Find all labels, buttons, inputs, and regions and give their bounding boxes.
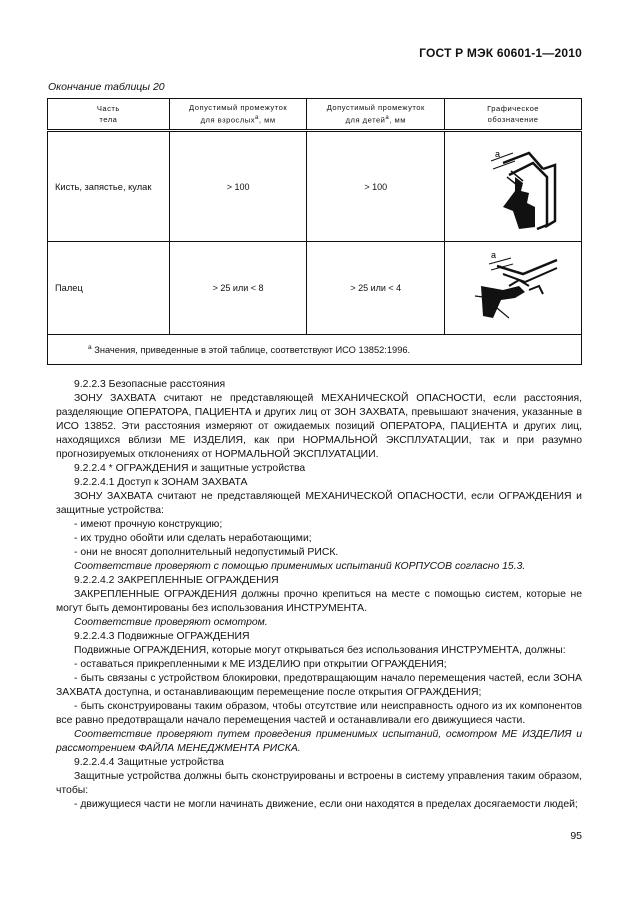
paragraph: ЗАКРЕПЛЕННЫЕ ОГРАЖДЕНИЯ должны прочно крепиться на месте с помощью систем, которые не могут быть демонтированы без использования ИНСТРУМЕНТА. — [56, 589, 582, 614]
footnote-ref: a — [385, 115, 390, 122]
cell-body-part: Палец — [48, 242, 170, 335]
column-header-line: тела — [99, 115, 118, 124]
paragraph: Защитные устройства должны быть сконструированы и встроены в систему управления таким образом, чтобы: — [56, 771, 582, 796]
page-number: 95 — [570, 830, 582, 842]
column-header-line: Допустимый промежуток — [189, 103, 288, 113]
list-item: - движущиеся части не могли начинать движение, если они находятся в пределах досягаемости людей; — [74, 799, 578, 810]
section-heading: 9.2.2.4.1 Доступ к ЗОНАМ ЗАХВАТА — [74, 477, 248, 488]
compliance-note: Соответствие проверяют осмотром. — [74, 617, 268, 628]
table-caption: Окончание таблицы 20 — [48, 81, 165, 93]
section-heading: 9.2.2.3 Безопасные расстояния — [74, 379, 226, 390]
cell-graphic — [445, 131, 582, 242]
cell-body-part: Кисть, запястье, кулак — [48, 131, 170, 242]
section-heading: 9.2.2.4.3 Подвижные ОГРАЖДЕНИЯ — [74, 631, 250, 642]
list-item: - оставаться прикрепленными к МЕ ИЗДЕЛИЮ при открытии ОГРАЖДЕНИЯ; — [74, 659, 447, 670]
column-header-line: Графическое — [487, 104, 540, 113]
column-header-unit: , мм — [258, 115, 276, 125]
column-header-line: Допустимый промежуток — [326, 103, 425, 113]
body-text — [56, 378, 582, 812]
cell-adults: > 100 — [169, 131, 307, 242]
figure-label: a — [491, 250, 497, 260]
cell-children: > 100 — [307, 131, 445, 242]
table-header-row — [48, 99, 582, 131]
column-header-unit: , мм — [389, 115, 406, 125]
table-footnote-row — [48, 335, 582, 365]
list-item: - быть связаны с устройством блокировки, предотвращающим начало перемещения частей, если ЗОНА ЗАХВАТА доступна, и останавливающим перемещение после открытия ОГРАЖДЕНИЯ; — [56, 673, 582, 698]
table-footnote — [48, 335, 582, 365]
compliance-note: Соответствие проверяют с помощью применимых испытаний КОРПУСОВ согласно 15.3. — [74, 561, 526, 572]
paragraph: ЗОНУ ЗАХВАТА считают не представляющей МЕХАНИЧЕСКОЙ ОПАСНОСТИ, если ОГРАЖДЕНИЯ и защитные устройства: — [56, 491, 582, 516]
cell-graphic — [445, 242, 582, 335]
table-20 — [47, 98, 582, 365]
section-heading: 9.2.2.4.2 ЗАКРЕПЛЕННЫЕ ОГРАЖДЕНИЯ — [74, 575, 279, 586]
list-item: - быть сконструированы таким образом, чтобы отсутствие или неисправность одного из их компонентов все равно предотвращали начало перемещения частей и останавливали его движущиеся части. — [56, 701, 582, 726]
column-header-line: обозначение — [487, 115, 539, 124]
list-item: - имеют прочную конструкцию; — [74, 519, 223, 530]
document-header: ГОСТ Р МЭК 60601-1—2010 — [419, 46, 582, 60]
column-header-line: для взрослых — [200, 115, 256, 125]
hand-gap-icon — [463, 141, 563, 233]
finger-gap-icon — [463, 246, 563, 330]
cell-children: > 25 или < 4 — [307, 242, 445, 335]
list-item: - они не вносят дополнительный недопустимый РИСК. — [74, 547, 339, 558]
column-header-line: Часть — [96, 104, 120, 113]
table-row — [48, 131, 582, 242]
section-heading: 9.2.2.4 * ОГРАЖДЕНИЯ и защитные устройства — [74, 463, 306, 474]
column-header-adults — [169, 99, 307, 131]
table-row — [48, 242, 582, 335]
column-header-part — [48, 99, 170, 131]
compliance-note: Соответствие проверяют путем проведения применимых испытаний, осмотром МЕ ИЗДЕЛИЯ и рассмотрением ФАЙЛА МЕНЕДЖМЕНТА РИСКА. — [56, 729, 582, 754]
footnote-text: Значения, приведенные в этой таблице, соответствуют ИСО 13852:1996. — [94, 345, 411, 356]
footnote-mark: a — [88, 343, 92, 351]
column-header-line: для детей — [345, 115, 386, 125]
section-heading: 9.2.2.4.4 Защитные устройства — [74, 757, 224, 768]
paragraph: ЗОНУ ЗАХВАТА считают не представляющей МЕХАНИЧЕСКОЙ ОПАСНОСТИ, если расстояния, разделяющие ОПЕРАТОРА, ПАЦИЕНТА и других лиц от ЗОН ЗАХВАТА, превышают значения, указанные в ИСО 13852. Эти расстояния измеряют от ожидаемых позиций ОПЕРАТОРА, ПАЦИЕНТА и других лиц, находящихся вблизи МЕ ИЗДЕЛИЯ, как при НОРМАЛЬНОЙ ЭКСПЛУАТАЦИИ, так и при разумно прогнозируемых отклонениях от НОРМАЛЬНОЙ ЭКСПЛУАТАЦИИ. — [56, 393, 582, 460]
list-item: - их трудно обойти или сделать неработающими; — [74, 533, 312, 544]
column-header-graphic — [445, 99, 582, 131]
paragraph: Подвижные ОГРАЖДЕНИЯ, которые могут открываться без использования ИНСТРУМЕНТА, должны: — [74, 645, 566, 656]
cell-adults: > 25 или < 8 — [169, 242, 307, 335]
column-header-children — [307, 99, 445, 131]
footnote-ref: a — [255, 115, 259, 122]
figure-label: a — [495, 148, 501, 159]
